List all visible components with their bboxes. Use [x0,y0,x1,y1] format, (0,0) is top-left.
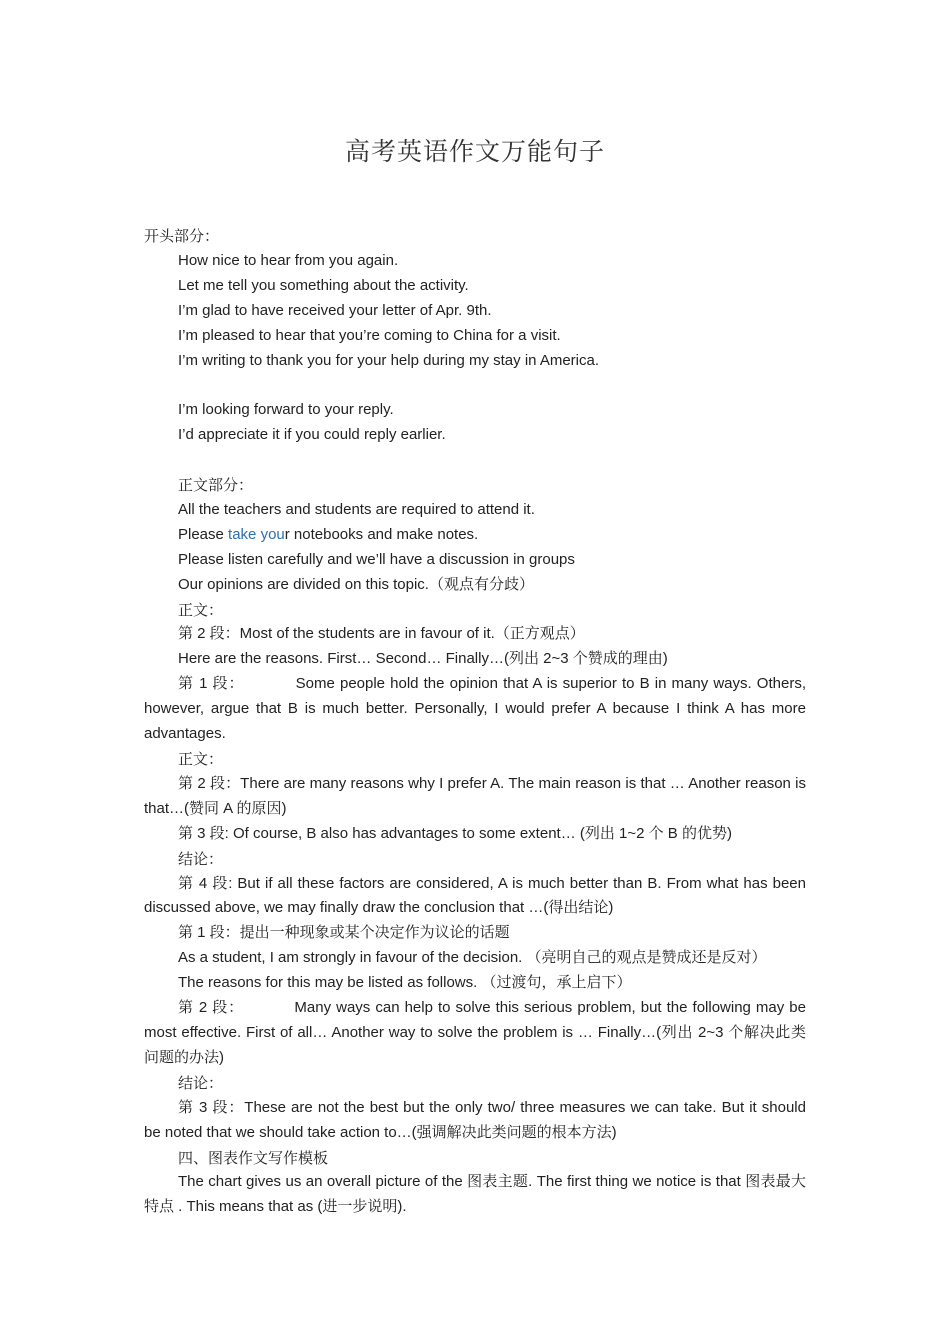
sentence-line: How nice to hear from you again. [178,251,399,269]
sentence-text: Please [178,525,229,543]
sentence-line: I’m pleased to hear that you’re coming to China for a visit. [178,326,561,344]
hyperlink[interactable]: take you [228,525,285,543]
sentence-line [144,523,806,548]
sentence-line: I’d appreciate it if you could reply earlier. [178,426,446,444]
sentence-line: All the teachers and students are required to attend it. [178,500,535,518]
sentence-line: Here are the reasons. First… Second… Finally…(列出 2~3 个赞成的理由) [178,650,668,668]
sentence-line: Let me tell you something about the activity. [178,276,469,294]
sentence-line: I’m writing to thank you for your help during my stay in America. [178,351,600,369]
sentence-line: I’m looking forward to your reply. [178,401,394,419]
section-heading-body: 正文部分： [178,476,254,495]
section-heading-opening: 开头部分： [144,227,220,245]
paragraph: 第 1 段： Some people hold the opinion that A is superior to B in many ways. Others, however, argue that B is much better. Personally, I would prefer A because I think A has more advantages. [144,675,811,743]
section-label: 正文： [178,750,224,768]
sentence-line: 第 1 段：提出一种现象或某个决定作为议论的话题 [178,924,510,942]
section-label: 正文： [178,600,224,619]
sentence-line: 第 3 段: Of course, B also has advantages to some extent… (列出 1~2 个 B 的优势) [178,824,732,842]
sentence-text: r notebooks and make notes. [284,525,479,543]
paragraph: 第 2 段： Many ways can help to solve this serious problem, but the following may be most effective. First of all… Another way to solve the problem is … Finally…(列出 2~3 个解决此类问题的办法) [144,999,811,1066]
section-heading-chart: 四、图表作文写作模板 [178,1148,329,1167]
sentence-line: I’m glad to have received your letter of Apr. 9th. [178,301,492,319]
sentence-line: The reasons for this may be listed as follows. （过渡句，承上启下） [178,974,632,992]
paragraph: 第 2 段：There are many reasons why I prefer A. The main reason is that … Another reason is that…(赞同 A 的原因) [144,774,806,817]
sentence-line: 第 2 段：Most of the students are in favour of it.（正方观点） [178,625,585,643]
section-label: 结论： [178,849,224,868]
sentence-line: Our opinions are divided on this topic.（观点有分歧） [178,575,534,593]
paragraph: 第 4 段: But if all these factors are considered, A is much better than B. From what has been discussed above, we may finally draw the conclusion that …(得出结论) [144,874,806,917]
paragraph: The chart gives us an overall picture of the 图表主题. The first thing we notice is that 图表最大特点 . This means that as (进一步说明). [144,1173,806,1216]
blank-line [144,448,806,473]
blank-line [144,373,806,398]
sentence-line: As a student, I am strongly in favour of the decision. （亮明自己的观点是赞成还是反对） [178,949,767,967]
document-body [144,224,811,1220]
section-label: 结论： [178,1073,224,1092]
sentence-line: Please listen carefully and we’ll have a discussion in groups [178,550,575,568]
page-title: 高考英语作文万能句子 [344,137,605,166]
paragraph: 第 3 段：These are not the best but the only two/ three measures we can take. But it should be noted that we should take action to…(强调解决此类问题的根本方法) [144,1098,806,1141]
